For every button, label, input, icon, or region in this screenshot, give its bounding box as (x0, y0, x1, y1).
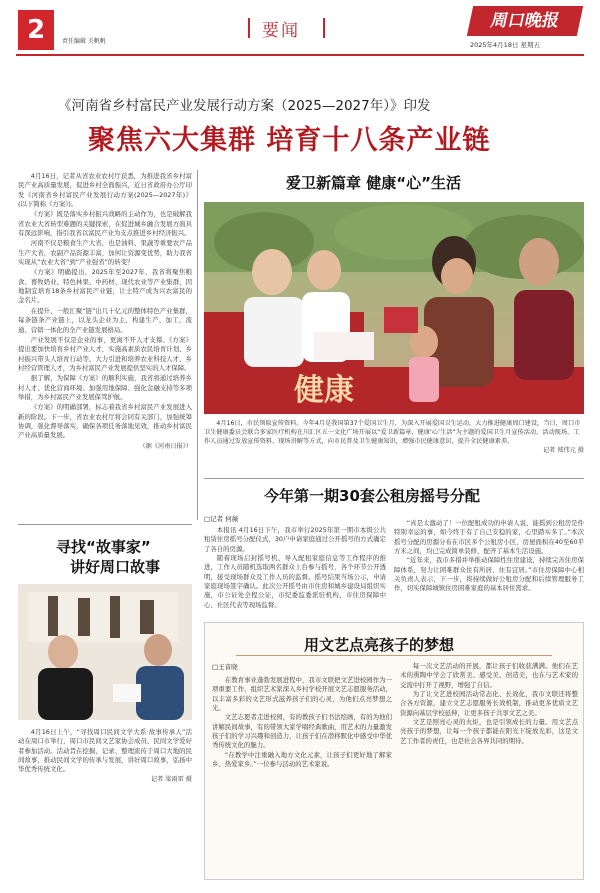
column-divider (197, 170, 198, 520)
culture-title-rule (236, 655, 552, 656)
lead-paragraph: 河南不仅是粮食生产大省，也是油料、果蔬等重要农产品生产大省，农副产品资源丰富，加何让资源变优势，助力我省实现从“农业大省”到“产业强省”的转变？ (18, 239, 192, 267)
story-headline-line2: 讲好周口故事 (70, 558, 161, 576)
rental-column-2 (394, 519, 584, 594)
page-number: 2 (18, 10, 54, 50)
culture-paragraph: 文艺是照亮心灵的火炬，也是引领成长的力量。用文艺点亮孩子的梦想，让每一个孩子都能在阳光下绽放光彩，这是文艺工作者的责任，也是社会各界共同的期待。 (400, 718, 578, 745)
lead-kicker: 《河南省乡村富民产业发展行动方案（2025—2027年）》印发 (58, 98, 431, 114)
feature-photo-caption (204, 420, 584, 456)
culture-column-1 (212, 676, 392, 769)
lead-credit: （据《河南日报》） (139, 442, 192, 450)
editors-line: 责任编辑 关帆帆 (62, 38, 106, 45)
rental-paragraph: “真是太激动了！一位配租成功的申请人说，能摇到公租房是件特别幸运的事，如今终于有了自己安稳的家，心里踏实多了。”本次摇号分配的房源分布在市区多个公租房小区，房屋面积在40至60平方米之间，均已完成简单装修，配齐了基本生活设施。 (394, 519, 584, 556)
section-divider (204, 478, 584, 479)
section-bar-left (248, 18, 250, 38)
newspaper-logo: 周口晚报 (467, 6, 583, 36)
photo-credit: 记者 郑伟元 摄 (542, 446, 584, 454)
health-event-illustration (204, 202, 584, 414)
storyteller-photo (18, 584, 192, 720)
lead-headline: 聚焦六大集群 培育十八条产业链 (88, 125, 491, 156)
lead-paragraph: 《方案》的明确部署，标志着我省乡村富民产业发展进入新的阶段。下一步，省农业农村厅将会同有关部门，加强统筹协调，强化督导落实，确保各项任务落地见效，推动乡村富民产业高质量发展。 (18, 403, 192, 440)
rental-headline: 今年第一期30套公租房摇号分配 (264, 487, 480, 505)
culture-paragraph: 每一次文艺活动的开展，都让孩子们收获满满。他们在艺术的熏陶中学会了欣赏美、感受美、创造美，也在与艺术家的交流中打开了视野，增强了自信。 (400, 662, 578, 689)
culture-paragraph: 为了让文艺进校园活动常态化、长效化，我市文联还将整合各方资源，建立文艺志愿服务长效机制，推动更多优质文艺资源向基层学校延伸，让更多孩子共享文艺之美。 (400, 690, 578, 717)
rental-paragraph: 随着现场启封摇号机、导入配租家庭信息等工作程序的推进，工作人员随机选取两名群众上台参与摇号，各个环节公开透明，接受现场群众及工作人员的监督。摇号结果当场公示，申请家庭现场签字确认。此次公开摇号由市住房和城乡建设局组织实施，市公证处全程公证，市纪委监委派驻机构、市住房保障中心、社区代表等现场监督。 (204, 554, 386, 609)
culture-headline: 用文艺点亮孩子的梦想 (304, 636, 455, 654)
rental-paragraph: “近年来，我市多措并举推动保障性住房建设，持续完善住房保障体系，努力让困难群众住有所居、住有宜居。”市住房保障中心相关负责人表示，下一步，将持续做好公租房分配和后续管理服务工作，切实保障城镇住房困难家庭的基本居住需求。 (394, 556, 584, 593)
dateline: 2025年4月18日 星期五 (470, 41, 541, 49)
lead-paragraph: 据了解，为保障《方案》的顺利实施，我省将通过培养乡村人才、优化营商环境、加强用地保障、强化金融支持等多项举措，为乡村富民产业发展保驾护航。 (18, 374, 192, 401)
section-title: 要闻 (262, 21, 300, 41)
masthead (0, 0, 600, 66)
photo-credit: 记者 梁雨雷 摄 (150, 775, 192, 783)
lead-paragraph: 《方案》既是落实乡村振兴战略的主动作为，也是破解我省农业大省转型难题的关键探索，在促进城乡融合发展方面具有深远影响，指引我省以富民产业为支点推进乡村经济振兴。 (18, 210, 192, 238)
lead-paragraph: 《方案》明确提出，2025年至2027年，我省将聚焦粮食、畜牧奶业、特色林果、中药材、现代农业等产业集群，因地制宜培育18条乡村富民产业链，让土特产成为兴农富民的金名片。 (18, 268, 192, 305)
rental-column-1 (204, 526, 386, 610)
caption-text: 4月16日上午，“寻找周口民间文学大系·故事传承人”活动在周口市举行，周口市民间文艺家协会成员、民间文学爱好者参加活动。活动旨在挖掘、记录、整理流传于周口大地的民间故事，推动民间文学的传承与发展，讲好周口故事，弘扬中华优秀传统文化。 (18, 728, 192, 774)
story-headline-line1: 寻找“故事家” (56, 538, 151, 556)
lead-paragraph: 4月16日，记者从省农业农村厅获悉，为推进我省乡村富民产业高质量发展，促进乡村全面振兴，近日省政府办公厅印发《河南省乡村富民产业发展行动方案(2025—2027年)》(以下简称《方案》)。 (18, 172, 192, 209)
feature-photo (204, 202, 584, 414)
lead-paragraph: 产业发展不仅是企业的事，更离不开人才支撑。《方案》提出要加快培育乡村产业人才，实施高素质农民培育计划、乡村振兴带头人培育行动等，大力引进和培养农业科技人才、乡村经营管理人才，为乡村富民产业发展提供坚实的人才保障。 (18, 335, 192, 372)
culture-paragraph: 文艺志愿者走进校园，有的教孩子们书法绘画，有的为他们讲解民间故事，有的带领大家学唱经典歌曲，用艺术的力量激发孩子们的学习兴趣和创造力，让孩子们在潜移默化中感受中华优秀传统文化的魅力。 (212, 713, 392, 750)
section-bar-right (323, 18, 325, 38)
rental-author: □记者 何薇 (204, 515, 239, 523)
feature-photo-title: 爱卫新篇章 健康“心”生活 (286, 174, 461, 192)
culture-paragraph: “在教学中注重融入地方文化元素，让孩子们更好地了解家乡、热爱家乡。”一位参与活动的艺术家说。 (212, 750, 392, 769)
culture-column-2 (400, 662, 578, 746)
banner-text: 健康 (294, 373, 354, 408)
storyteller-caption (18, 728, 192, 784)
culture-author: □王音晓 (212, 663, 238, 671)
lead-paragraph: 在提升、一般汇聚“链”出几十亿元的整体特色产业集群，每条链条产业链上，以龙头企业为主，构建生产、加工、流通、营销一体化的全产业链发展格局。 (18, 306, 192, 334)
section-divider (18, 524, 192, 525)
rental-paragraph: 本报讯 4月16日下午，我市举行2025年第一期市本级公共租赁住房摇号分配仪式，30户申请家庭通过公开摇号的方式确定了各自的房源。 (204, 526, 386, 553)
storyteller-illustration (18, 584, 192, 720)
caption-text: 4月16日，市民领取宣传资料。今年4月是我国第37个爱国卫生月，为深入开展爱国卫生运动，大力推进健康周口建设，当日，周口市卫生健康委员会联合多家医疗机构在川汇区五一文化广场开展以“爱卫新篇章，健康‘心’生活”为主题的爱国卫生月宣传活动，活动现场，工作人员通过发放宣传资料、现场讲解等方式，向市民普及卫生健康知识，增强市民健康意识，提升全民健康素养。 (204, 420, 581, 445)
culture-paragraph: 在教育事业蓬勃发展进程中，我市文联把文艺进校园作为一项重要工作，组织艺术家深入乡村学校开展文艺志愿服务活动，以丰富多彩的文艺形式滋养孩子们的心灵，为他们点亮梦想之光。 (212, 676, 392, 713)
lead-article (18, 172, 192, 451)
header-rule (16, 54, 584, 56)
